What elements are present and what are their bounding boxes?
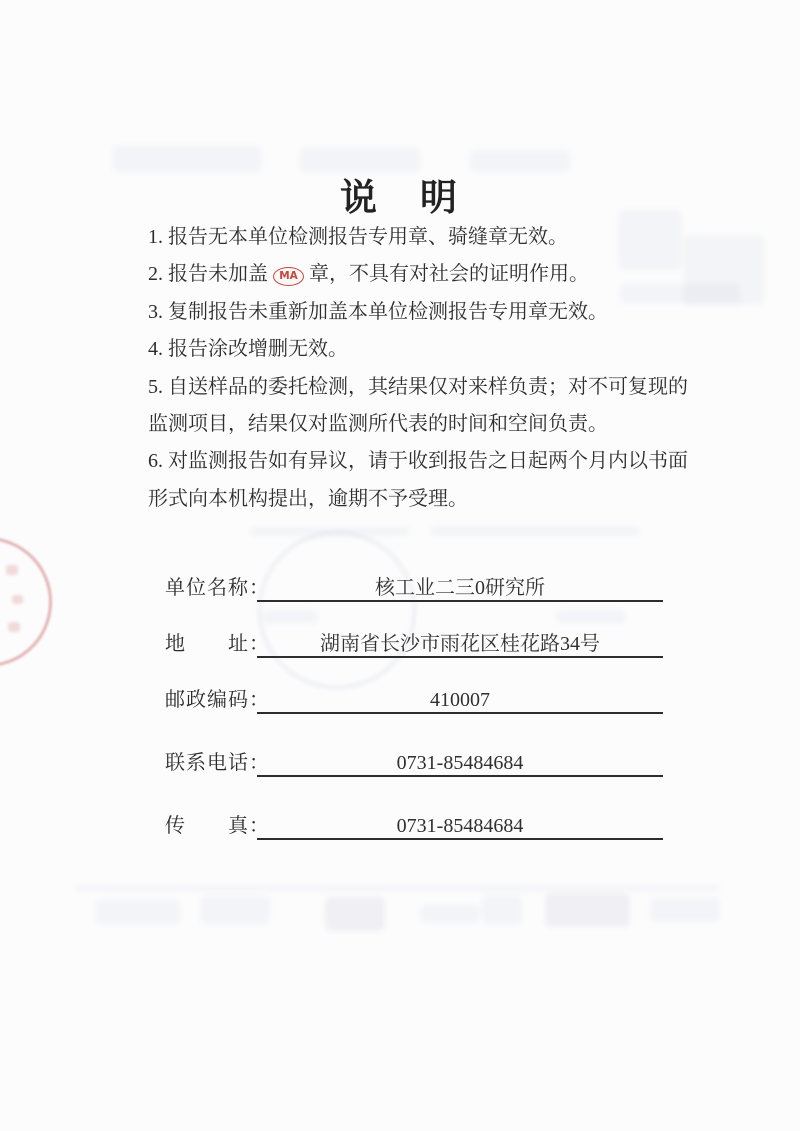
note-item-2 bbox=[148, 256, 728, 293]
red-seal-fragment bbox=[6, 565, 18, 575]
form-row-unit-name bbox=[165, 576, 665, 602]
note-item-6-line-1: 6. 对监测报告如有异议，请于收到报告之日起两个月内以书面 bbox=[148, 450, 688, 473]
bleed-through-mark bbox=[200, 896, 270, 924]
note-item-4: 4. 报告涂改增删无效。 bbox=[148, 338, 348, 361]
bleed-through-mark bbox=[263, 610, 318, 624]
form-row-phone bbox=[165, 751, 665, 777]
note-item-2-after: 章，不具有对社会的证明作用。 bbox=[309, 263, 589, 286]
bleed-through-mark bbox=[75, 885, 720, 891]
notes-list bbox=[148, 219, 728, 518]
bleed-through-mark bbox=[430, 526, 640, 536]
form-row-fax bbox=[165, 814, 665, 840]
field-value-address: 湖南省长沙市雨花区桂花路34号 bbox=[257, 632, 663, 658]
red-seal-arc-icon bbox=[0, 537, 52, 667]
bleed-through-mark bbox=[325, 897, 385, 931]
field-value-postal-code: 410007 bbox=[257, 688, 663, 714]
bleed-through-mark bbox=[482, 895, 522, 925]
bleed-through-stamp-ring bbox=[258, 531, 416, 689]
note-item-3: 3. 复制报告未重新加盖本单位检测报告专用章无效。 bbox=[148, 300, 608, 323]
bleed-through-mark bbox=[420, 905, 480, 923]
note-item-6-line-2: 形式向本机构提出，逾期不予受理。 bbox=[148, 487, 468, 510]
cma-mark-icon: MA bbox=[273, 267, 304, 286]
form-row-address bbox=[165, 632, 665, 658]
field-value-phone: 0731-85484684 bbox=[257, 751, 663, 777]
page-title: 说 明 bbox=[340, 178, 460, 219]
bleed-through-mark bbox=[650, 898, 720, 922]
bleed-through-mark bbox=[545, 893, 630, 927]
note-item-1: 1. 报告无本单位检测报告专用章、骑缝章无效。 bbox=[148, 226, 568, 248]
note-item-2-before: 2. 报告未加盖 bbox=[148, 263, 268, 286]
field-label-address: 地 址： bbox=[165, 633, 270, 655]
bleed-through-mark bbox=[556, 610, 626, 624]
field-label-fax: 传 真： bbox=[165, 815, 270, 837]
bleed-through-mark bbox=[250, 527, 410, 536]
field-label-unit-name: 单位名称： bbox=[165, 577, 270, 599]
note-item-5-line-1: 5. 自送样品的委托检测，其结果仅对来样负责；对不可复现的 bbox=[148, 375, 688, 398]
field-value-fax: 0731-85484684 bbox=[257, 814, 663, 840]
note-item-5-line-2: 监测项目，结果仅对监测所代表的时间和空间负责。 bbox=[148, 412, 608, 435]
red-seal-fragment bbox=[12, 595, 23, 604]
field-label-postal-code: 邮政编码： bbox=[165, 689, 270, 711]
field-label-phone: 联系电话： bbox=[165, 752, 270, 774]
form-row-postal-code bbox=[165, 688, 665, 714]
field-value-unit-name: 核工业二三0研究所 bbox=[257, 576, 663, 602]
red-seal-fragment bbox=[8, 622, 20, 632]
bleed-through-mark bbox=[95, 900, 180, 924]
